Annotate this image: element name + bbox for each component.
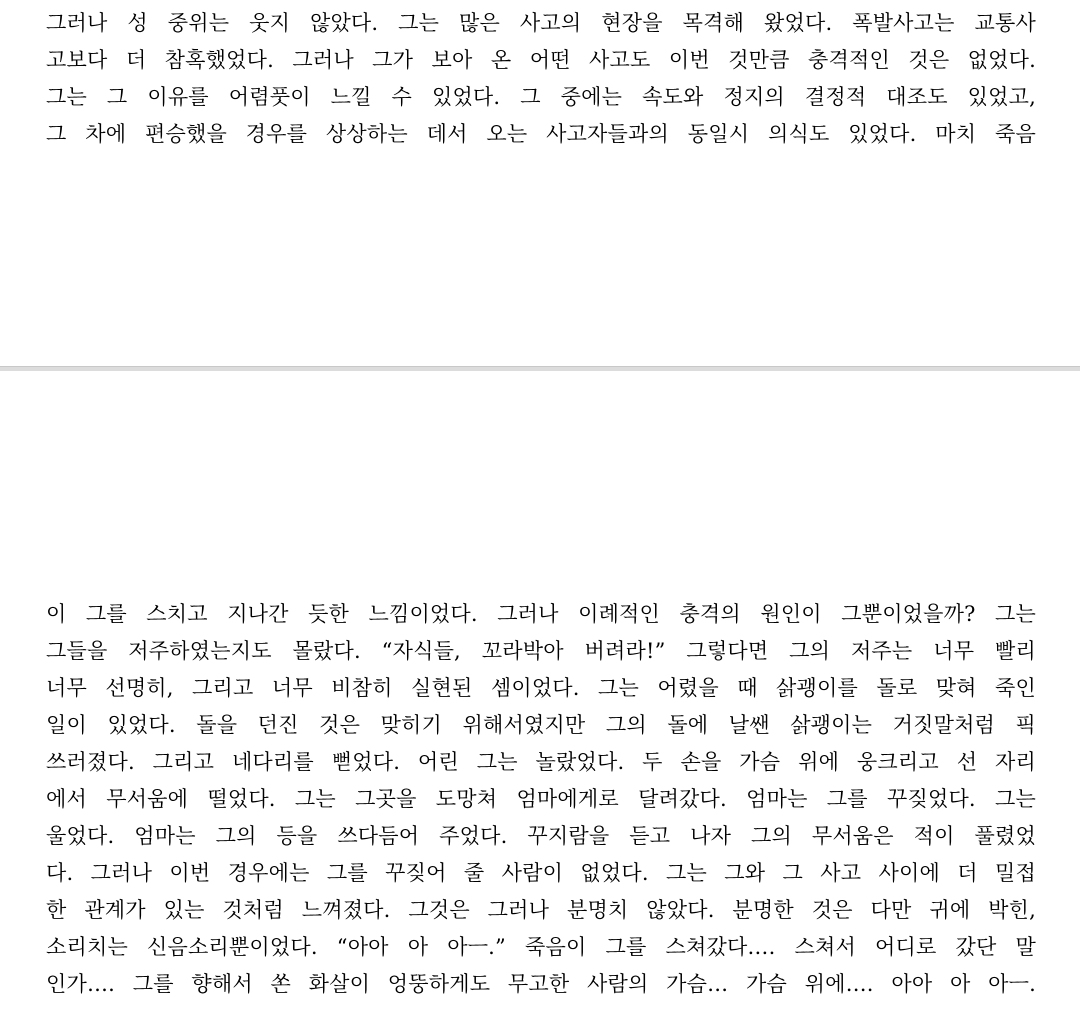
text-line: 이 그를 스치고 지나간 듯한 느낌이었다. 그러나 이례적인 충격의 원인이 그뿐이었을까? 그는 [46,602,1036,626]
paragraph-text [46,5,1036,153]
text-line: 고보다 더 참혹했었다. 그러나 그가 보아 온 어떤 사고도 이번 것만큼 충격적인 것은 없었다. [46,48,1036,72]
text-line: 그 차에 편승했을 경우를 상상하는 데서 오는 사고자들과의 동일시 의식도 있었다. 마치 죽음 [46,122,1036,146]
text-line: 소리치는 신음소리뿐이었다. “아아 아 아ㅡ.” 죽음이 그를 스쳐갔다…. 스쳐서 어디로 갔단 말 [46,935,1036,959]
document-page-1 [0,0,1080,366]
text-line: 인가…. 그를 향해서 쏜 화살이 엉뚱하게도 무고한 사람의 가슴… 가슴 위에…. 아아 아 아ㅡ. [46,972,1036,996]
text-line: 일이 있었다. 돌을 던진 것은 맞히기 위해서였지만 그의 돌에 날쌘 삵괭이는 거짓말처럼 픽 [46,713,1036,737]
text-line: 다. 그러나 이번 경우에는 그를 꾸짖어 줄 사람이 없었다. 그는 그와 그 사고 사이에 더 밀접 [46,861,1036,885]
text-line: 너무 선명히, 그리고 너무 비참히 실현된 셈이었다. 그는 어렸을 때 삵괭이를 돌로 맞혀 죽인 [46,676,1036,700]
text-line: 그는 그 이유를 어렴풋이 느낄 수 있었다. 그 중에는 속도와 정지의 결정적 대조도 있었고, [46,85,1036,109]
text-line: 한 관계가 있는 것처럼 느껴졌다. 그것은 그러나 분명치 않았다. 분명한 것은 다만 귀에 박힌, [46,898,1036,922]
text-line: 그러나 성 중위는 웃지 않았다. 그는 많은 사고의 현장을 목격해 왔었다. 폭발사고는 교통사 [46,11,1036,35]
text-line: 에서 무서움에 떨었다. 그는 그곳을 도망쳐 엄마에게로 달려갔다. 엄마는 그를 꾸짖었다. 그는 [46,787,1036,811]
text-line: 쓰러졌다. 그리고 네다리를 뻗었다. 어린 그는 놀랐었다. 두 손을 가슴 위에 웅크리고 선 자리 [46,750,1036,774]
document-page-2 [0,371,1080,1014]
text-line: 그들을 저주하였는지도 몰랐다. “자식들, 꼬라박아 버려라!” 그렇다면 그의 저주는 너무 빨리 [46,639,1036,663]
text-line: 울었다. 엄마는 그의 등을 쓰다듬어 주었다. 꾸지람을 듣고 나자 그의 무서움은 적이 풀렸었 [46,824,1036,848]
paragraph-text [46,596,1036,1003]
